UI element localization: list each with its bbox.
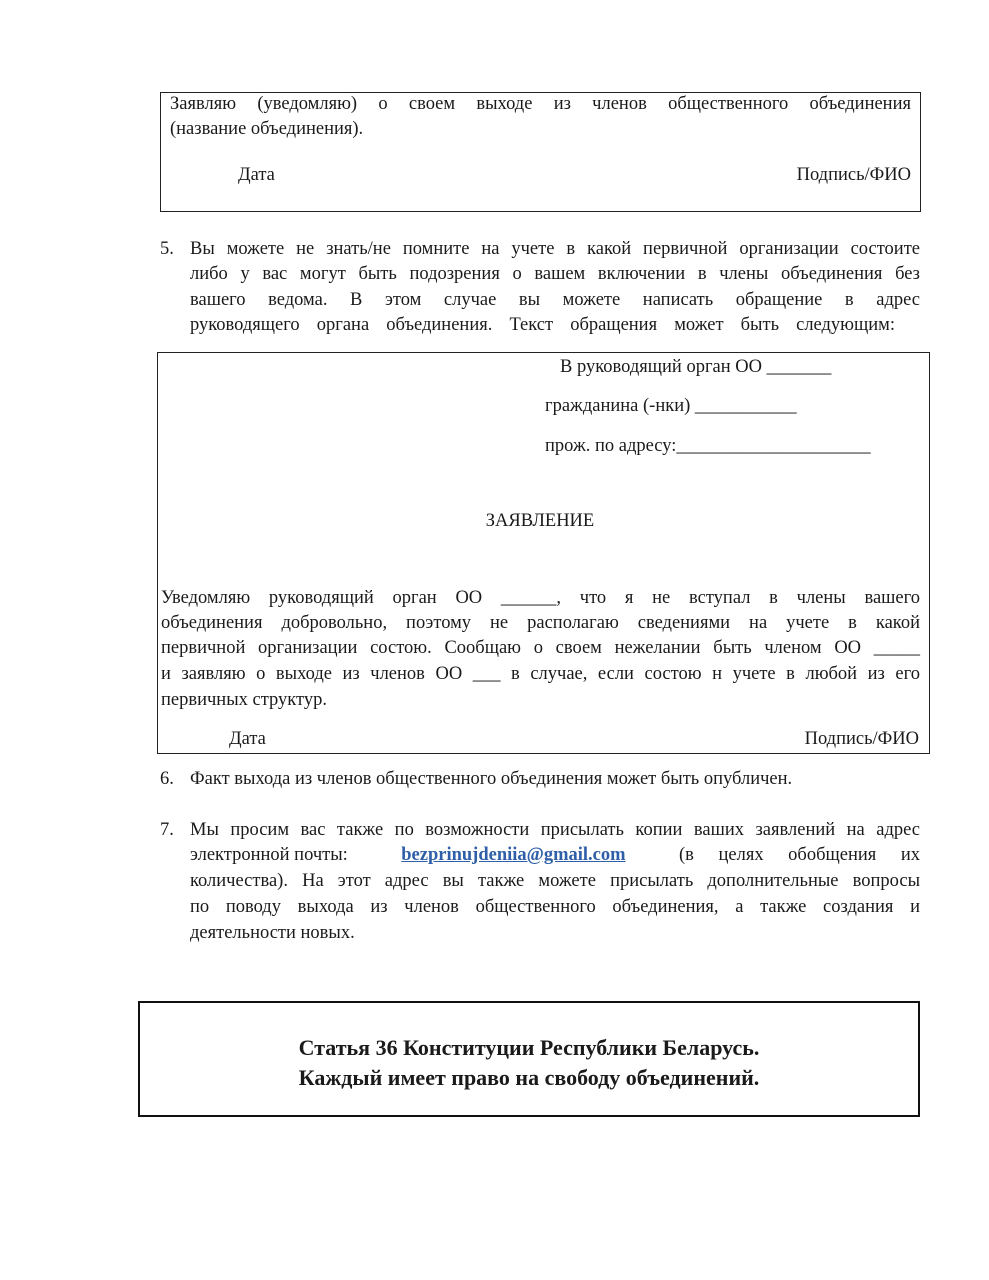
- item-6-text: Факт выхода из членов общественного объединения может быть опубличен.: [190, 769, 793, 789]
- item-7-line-1: Мы просим вас также по возможности присылать копии ваших заявлений на адрес: [190, 820, 920, 840]
- box1-line-2: (название объединения).: [170, 119, 364, 139]
- box1-signature-label: Подпись/ФИО: [796, 165, 911, 185]
- box2-date-label: Дата: [229, 729, 266, 749]
- box2-body-line-4: и заявляю о выходе из членов ОО ___ в случае, если состою н учете в любой из его: [161, 664, 920, 684]
- quote-line-1: Статья 36 Конституции Республики Беларусь.: [298, 1035, 760, 1060]
- constitution-quote-box: [138, 1001, 920, 1117]
- item-7-line-2-suffix-word: их: [900, 845, 920, 865]
- item-7-line-3: количества). На этот адрес вы также можете присылать дополнительные вопросы: [190, 871, 920, 891]
- box2-signature-label: Подпись/ФИО: [804, 729, 919, 749]
- box2-body-line-5: первичных структур.: [161, 690, 327, 710]
- item-7-line-2: [190, 843, 920, 868]
- item-5-line-4: руководящего органа объединения. Текст обращения может быть следующим:: [190, 315, 895, 335]
- box2-address-line-3: прож. по адресу:_____________________: [545, 436, 871, 456]
- box2-body-line-1: Уведомляю руководящий орган ОО ______, что я не вступал в члены вашего: [161, 588, 920, 608]
- item-6-number: 6.: [160, 769, 174, 789]
- item-7-line-2-prefix: электронной почты:: [190, 845, 348, 865]
- box2-address-line-2: гражданина (-нки) ___________: [545, 396, 797, 416]
- box2-heading: ЗАЯВЛЕНИЕ: [485, 511, 595, 531]
- item-5-number: 5.: [160, 239, 174, 259]
- item-7-line-2-suffix-word: (в: [679, 845, 694, 865]
- box1-date-label: Дата: [238, 165, 275, 185]
- item-5-line-1: Вы можете не знать/не помните на учете в какой первичной организации состоите: [190, 239, 920, 259]
- item-7-number: 7.: [160, 820, 174, 840]
- item-5-line-2: либо у вас могут быть подозрения о вашем включении в члены объединения без: [190, 264, 920, 284]
- quote-line-2: Каждый имеет право на свободу объединений.: [298, 1065, 760, 1090]
- box2-body-line-2: объединения добровольно, поэтому не располагаю сведениями на учете в какой: [161, 613, 920, 633]
- item-7-line-4: по поводу выхода из членов общественного объединения, а также создания и: [190, 897, 920, 917]
- email-link[interactable]: bezprinujdeniia@gmail.com: [401, 845, 626, 865]
- box1-line-1: Заявляю (уведомляю) о своем выходе из членов общественного объединения: [170, 94, 911, 114]
- box2-address-line-1: В руководящий орган ОО _______: [560, 357, 832, 377]
- item-5-line-3: вашего ведома. В этом случае вы можете написать обращение в адрес: [190, 290, 920, 310]
- item-7-line-2-suffix-word: целях: [718, 845, 764, 865]
- item-7-line-2-suffix-word: обобщения: [788, 845, 877, 865]
- box2-body-line-3: первичной организации состою. Сообщаю о своем нежелании быть членом ОО _____: [161, 638, 920, 658]
- item-7-line-2-suffix: [679, 843, 920, 868]
- item-7-line-5: деятельности новых.: [190, 923, 355, 943]
